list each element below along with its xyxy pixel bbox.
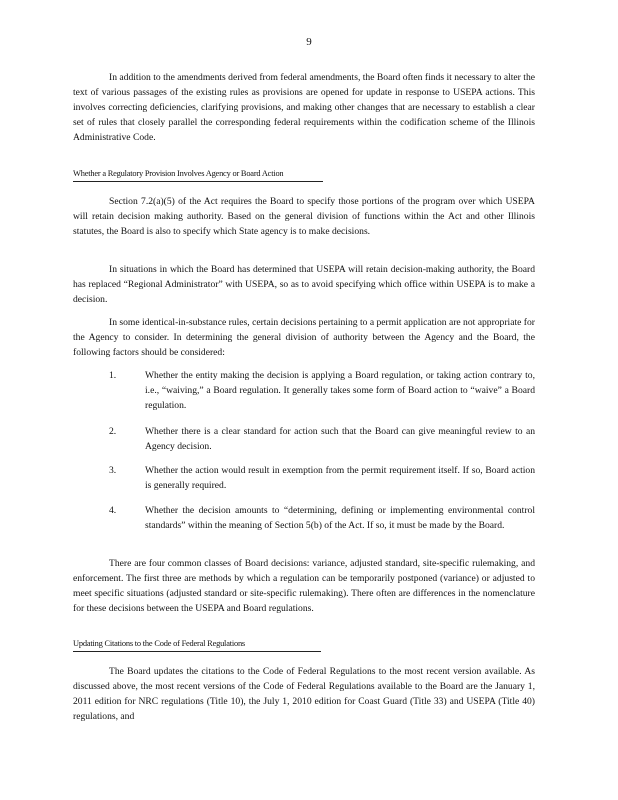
paragraph-decision-making-authority: In situations in which the Board has determined that USEPA will retain decision-making authority, the Board has replaced “Regional Administrator” with USEPA, so as to avoid specifying which office within USEPA is to make a decision. [73,264,535,305]
page-number: 9 [306,36,312,48]
list-item-text: Whether the decision amounts to “determining, defining or implementing environmental control standards” within the meaning of Section 5(b) of the Act. If so, it must be made by the Board. [145,505,535,531]
heading-updating-citations: Updating Citations to the Code of Federal Regulations [73,638,321,652]
paragraph-section-7-2: Section 7.2(a)(5) of the Act requires the Board to specify those portions of the program over which USEPA will retain decision making authority. Based on the general division of functions within the Act and other Illinois statutes, the Board is also to specify which State agency is to make decisions. [73,196,535,237]
list-item-number: 1. [109,370,117,381]
paragraph-cfr-updates: The Board updates the citations to the Code of Federal Regulations to the most recent version available. As discussed above, the most recent versions of the Code of Federal Regulations available to the Board are the January 1, 2011 edition for NRC regulations (Title 10), the July 1, 2010 edition for Coast Guard (Title 33) and USEPA (Title 40) regulations, and [73,666,535,722]
paragraph-intro: In addition to the amendments derived from federal amendments, the Board often finds it necessary to alter the text of various passages of the existing rules as provisions are opened for update in response to USEPA actions. This involves correcting deficiencies, clarifying provisions, and making other changes that are necessary to establish a clear set of rules that closely parallel the corresponding federal requirements within the codification scheme of the Illinois Administrative Code. [73,72,535,143]
heading-agency-or-board-action: Whether a Regulatory Provision Involves Agency or Board Action [73,168,323,182]
list-item-text: Whether the action would result in exemption from the permit requirement itself. If so, Board action is generally required. [145,465,535,491]
list-item-text: Whether there is a clear standard for action such that the Board can give meaningful review to an Agency decision. [145,426,535,452]
paragraph-board-decision-classes: There are four common classes of Board decisions: variance, adjusted standard, site-specific rulemaking, and enforcement. The first three are methods by which a regulation can be temporarily postponed (variance) or adjusted to meet specific situations (adjusted standard or site-specific rulemaking). There often are differences in the nomenclature for these decisions between the USEPA and Board regulations. [73,558,535,614]
list-item-number: 4. [109,505,117,516]
list-item-number: 3. [109,465,117,476]
list-item-number: 2. [109,426,117,437]
paragraph-identical-in-substance: In some identical-in-substance rules, certain decisions pertaining to a permit application are not appropriate for the Agency to consider. In determining the general division of authority between the Agency and the Board, the following factors should be considered: [73,317,535,358]
list-item-text: Whether the entity making the decision is applying a Board regulation, or taking action contrary to, i.e., “waiving,” a Board regulation. It generally takes some form of Board action to “waive” a Board regulation. [145,370,535,411]
